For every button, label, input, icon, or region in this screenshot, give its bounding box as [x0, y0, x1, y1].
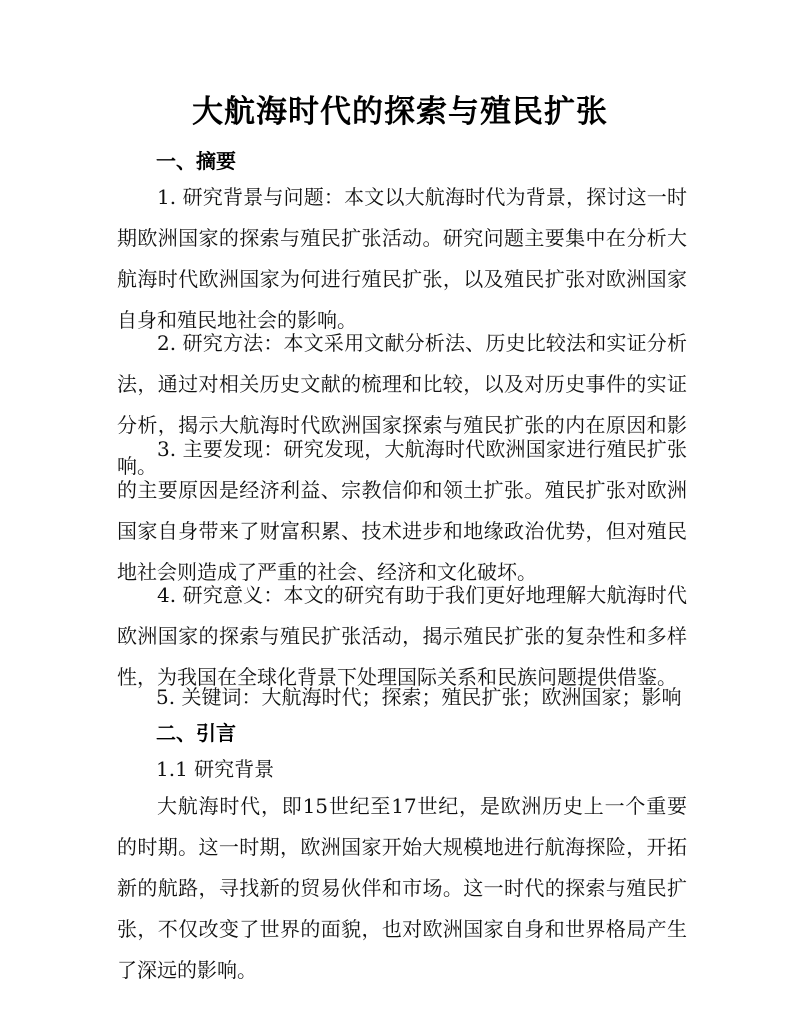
abstract-item-findings: 3. 主要发现：研究发现，大航海时代欧洲国家进行殖民扩张的主要原因是经济利益、宗教信仰和领土扩张。殖民扩张对欧洲国家自身带来了财富积累、技术进步和地缘政治优势，但对殖民地社会则造成了严重的社会、经济和文化破坏。 — [117, 437, 687, 584]
background-paragraph: 大航海时代，即15世纪至17世纪，是欧洲历史上一个重要的时期。这一时期，欧洲国家开始大规模地进行航海探险，开拓新的航路，寻找新的贸易伙伴和市场。这一时代的探索与殖民扩张，不仅改变了世界的面貌，也对欧洲国家自身和世界格局产生了深远的影响。 — [117, 794, 687, 982]
document-title: 大航海时代的探索与殖民扩张 — [192, 94, 608, 130]
subsection-heading: 1.1 研究背景 — [156, 757, 275, 781]
abstract-item-method: 2. 研究方法：本文采用文献分析法、历史比较法和实证分析法，通过对相关历史文献的梳理和比较，以及对历史事件的实证分析，揭示大航海时代欧洲国家探索与殖民扩张的内在原因和影响。 — [117, 331, 687, 478]
abstract-heading: 一、摘要 — [156, 149, 236, 173]
abstract-item-background: 1. 研究背景与问题：本文以大航海时代为背景，探讨这一时期欧洲国家的探索与殖民扩张活动。研究问题主要集中在分析大航海时代欧洲国家为何进行殖民扩张，以及殖民扩张对欧洲国家自身和殖民地社会的影响。 — [117, 185, 687, 332]
keywords-line: 5. 关键词：大航海时代；探索；殖民扩张；欧洲国家；影响 — [156, 685, 682, 709]
intro-heading: 二、引言 — [156, 721, 236, 745]
abstract-item-significance: 4. 研究意义：本文的研究有助于我们更好地理解大航海时代欧洲国家的探索与殖民扩张活动，揭示殖民扩张的复杂性和多样性，为我国在全球化背景下处理国际关系和民族问题提供借鉴。 — [117, 583, 687, 689]
